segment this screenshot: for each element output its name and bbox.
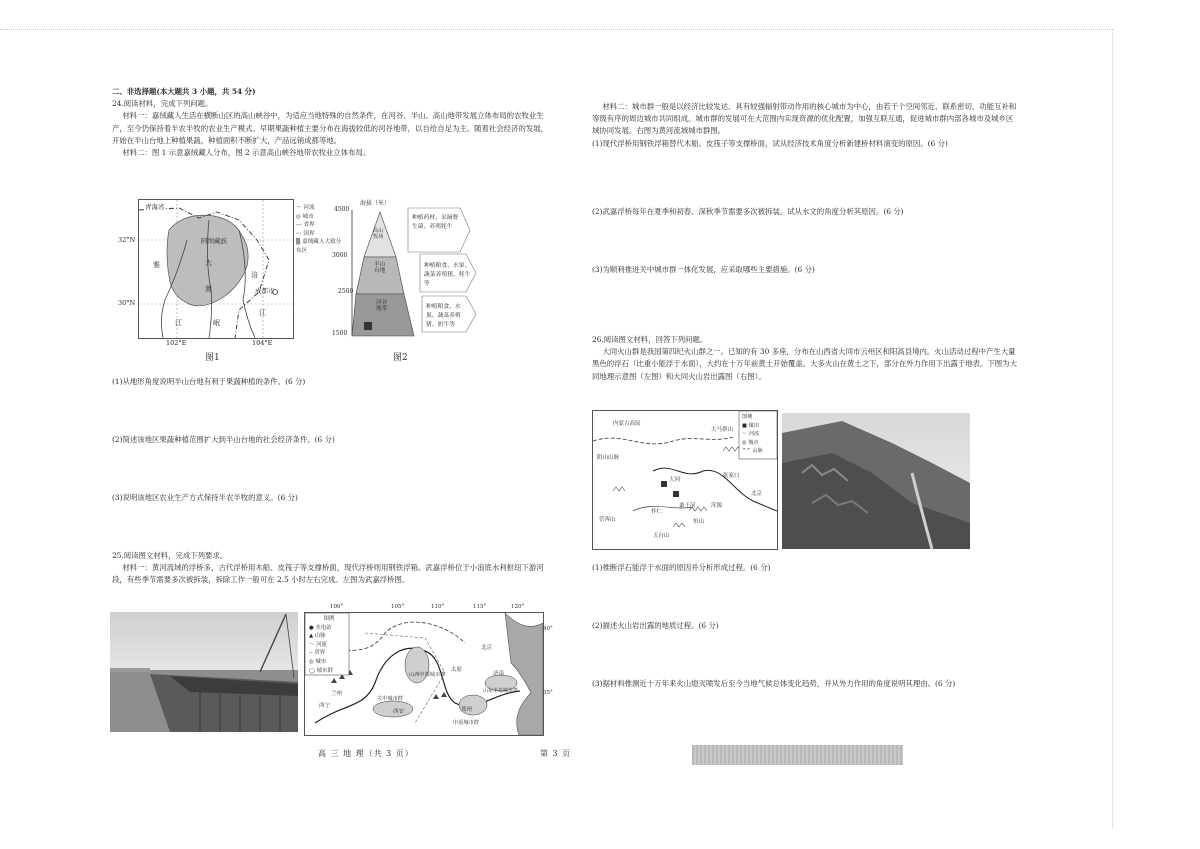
- footer-subject: 高 三 地 理（共 3 页）: [318, 749, 414, 758]
- dt-hunyuan: 浑源: [711, 503, 723, 509]
- zone-valley-name: 河谷地带: [376, 300, 388, 312]
- yr-xining: 西宁: [319, 703, 331, 709]
- figure1-caption: 图1: [205, 353, 220, 363]
- altitude-title: 海拔（米）: [360, 200, 391, 207]
- q26-material: 大同火山群是我国第四纪火山群之一。已知的有 30 多座，分布在山西省大同市云州区和阳高县境内。火山活动过程中产生大量黑色的浮石（比重小能浮于水面），大约在十万年前黄土开始覆盖。大多火山在黄土之下，部分在外力作用下出露于地表。下图为大同地理示意图（左图）和大同火山岩出露图（右图）。: [592, 347, 1017, 381]
- left-column: [112, 86, 554, 159]
- label-jiang: 江: [175, 319, 182, 327]
- yr-shandong-cluster: 山东半岛城市群: [483, 688, 519, 694]
- dt-yinshan: 阴山山脉: [597, 455, 620, 461]
- yr-lat35: 35°: [543, 690, 553, 696]
- label-ya: 雅: [153, 261, 160, 269]
- dt-huairen: 怀仁: [651, 509, 663, 515]
- datong-legend-city: ◎ 城市: [742, 439, 759, 446]
- yr-zhengzhou: 郑州: [461, 707, 473, 713]
- dt-hengshan: 恒山: [693, 519, 705, 525]
- scan-top-border: [0, 29, 1112, 30]
- q26-block: [592, 334, 1018, 383]
- figure2-caption: 图2: [393, 353, 408, 363]
- yr-lon115: 115°: [473, 604, 487, 610]
- label-lon102: 102°E: [166, 339, 187, 347]
- yr-xian: 西安: [393, 709, 405, 715]
- yr-lanzhou: 兰州: [331, 691, 343, 697]
- datong-legend-coal: ■ 煤田: [742, 422, 759, 429]
- dt-neimenggu: 内蒙古高原: [613, 421, 641, 427]
- legend-city: ◎ 城市: [296, 213, 314, 220]
- legend-distribution: ▒ 嘉绒藏人大致分布区: [296, 239, 342, 254]
- yr-legend-mountain: ▲ 山脉: [309, 633, 326, 640]
- datong-map: [592, 410, 778, 550]
- q24-sub3: (3)说明该地区农业生产方式保持半农半牧的意义。(6 分): [112, 493, 298, 502]
- zone-alpine-name: 高山牧场: [373, 228, 384, 240]
- section-title: 二、非选择题(本大题共 3 小题，共 54 分): [112, 87, 256, 96]
- q24-sub1: (1)从地形角度说明半山台地有利于果蔬种植的条件。(6 分): [112, 377, 306, 386]
- legend-river: 〜 河流: [296, 205, 315, 211]
- q25-sub2: (2)武嘉浮桥每年在夏季和初春、深秋季节需要多次被拆装。试从水文的角度分析其原因。(6 分): [592, 207, 904, 216]
- figure2-diagram: [330, 202, 480, 342]
- q26-sub3: (3)据材料推测近十万年来火山熄灭喷发后至今当地气候总体变化趋势，并从外力作用的角度说明其理由。(6 分): [592, 679, 956, 688]
- yr-lon100: 100°: [330, 604, 344, 610]
- q24-material1: 材料一：嘉绒藏人生活在横断山区的高山峡谷中，为适应当地特殊的自然条件，在河谷、半山、高山地带发展立体布局的农牧业生产，至今仍保持着半农半牧的农业生产模式。早期果蔬种植主要分布在海拔较低的河谷地带，以自给自足为主。随着社会经济的发展，开始在半山台地上种植果蔬，种植面积不断扩大，产品远销成都等地。: [112, 111, 549, 145]
- yr-legend-dam: ● 水电站: [309, 624, 332, 631]
- q25-sub1: (1)现代浮桥用钢铁浮箱替代木船、皮筏子等支撑桥面，试从经济技术角度分析新建桥材料演变的原因。(6 分): [592, 138, 948, 148]
- label-da: 大: [205, 259, 212, 267]
- label-qinghai: 青海省: [145, 203, 165, 211]
- dt-damaqunshan: 大马群山: [711, 427, 734, 433]
- yr-jinan: 济南: [493, 671, 505, 677]
- label-lat32: 32°N: [118, 236, 136, 244]
- yr-lon120: 120°: [511, 604, 525, 610]
- dt-datong: 大同: [669, 477, 681, 483]
- label-lon104: 104°E: [252, 339, 273, 347]
- legend-country-border: -·- 国界: [296, 230, 315, 237]
- label-du: 渡: [205, 285, 212, 293]
- dt-beijing: 北京: [751, 491, 763, 497]
- datong-legend-mountain: ^^ 山脉: [742, 448, 763, 454]
- yr-taiyuan: 太原: [451, 667, 463, 673]
- zone-valley-desc: 种植粮食、水果、蔬菜养殖猪、奶牛等: [426, 304, 461, 328]
- tick-4500: 4500: [334, 206, 350, 213]
- label-lat30: 30°N: [118, 299, 136, 307]
- yr-legend-city: ◎ 城市: [309, 658, 327, 665]
- yr-lat40: 40°: [543, 626, 553, 632]
- label-chengdu: 成都市: [255, 287, 275, 295]
- zone-midslope-desc: 种植粮食、水果、蔬菜养殖猪、牦牛等: [424, 263, 471, 287]
- dt-wutaishan: 五台山: [653, 533, 670, 539]
- zone-alpine-desc: 种植药材、采摘野生菌、养殖牦牛: [412, 215, 459, 230]
- tick-3000: 3000: [332, 252, 348, 259]
- yr-legend-border: -- 省界: [309, 650, 326, 657]
- volcanic-rock-photo: [782, 413, 970, 549]
- zone-midslope-name: 半山台地: [374, 262, 386, 274]
- footer-page: 第 3 页: [540, 749, 572, 758]
- yr-lon105: 105°: [391, 604, 405, 610]
- q24-sub2: (2)简述该地区果蔬种植范围扩大到半山台地的社会经济条件。(6 分): [112, 435, 335, 444]
- tick-1500: 1500: [332, 330, 348, 337]
- right-column: [592, 101, 1018, 150]
- yr-zhongyuan-cluster: 中原城市群: [453, 720, 479, 726]
- label-aba: 阿坝藏族: [201, 237, 227, 245]
- yellow-river-map: [304, 612, 544, 736]
- datong-legend-river: 〜 河流: [742, 431, 760, 437]
- label-jiang2: 江: [259, 309, 266, 317]
- yr-beijing: 北京: [481, 645, 493, 651]
- q25-material2: 材料二：城市群一般是以经济比较发达、具有较强辐射带动作用的核心城市为中心，由若干个空间邻近、联系密切、功能互补和等级有序的周边城市共同组成。城市群的发展可在大范围内实现资源的优化配置，加强互联互通，促进城市群内部各城市及城乡区域协同发展。右图为黄河流域城市群图。: [592, 102, 1017, 136]
- q26-header: 26.阅读图文材料，回答下列问题。: [592, 335, 708, 344]
- yr-legend-title: 图例: [323, 616, 335, 622]
- label-fu: 涪: [251, 271, 258, 279]
- yr-guanzhong-cluster: 关中城市群: [377, 696, 403, 702]
- datong-legend: [742, 413, 776, 456]
- dt-guancenshan: 管涔山: [599, 517, 616, 523]
- yr-shanxi-cluster: 山西中部城市群: [409, 672, 446, 678]
- yr-legend-cluster: ◯ 城市群: [309, 667, 333, 674]
- yr-lon110: 110°: [431, 604, 445, 610]
- q24-material2: 材料二：图 1 示意嘉绒藏人分布，图 2 示意高山峡谷地带农牧业立体布局。: [122, 148, 371, 158]
- figure1-map: [138, 199, 294, 339]
- q24-header: 24.阅读材料，完成下列问题。: [112, 99, 213, 109]
- tick-2500: 2500: [338, 288, 354, 295]
- q25-sub3: (3)为顺利推进关中城市群一体化发展，应采取哪些主要措施。(6 分): [592, 265, 815, 274]
- q25-header: 25.阅读图文材料，完成下列要求。: [112, 551, 228, 560]
- yr-map-legend: [309, 615, 349, 675]
- q26-sub1: (1)推断浮石能浮于水面的原因并分析形成过程。(6 分): [592, 563, 771, 572]
- yr-legend-river: 〜 河流: [309, 641, 327, 648]
- dt-sangganhe: 桑干河: [679, 503, 696, 509]
- bridge-photo: [110, 612, 298, 732]
- scan-right-border: [1112, 29, 1113, 829]
- q26-sub2: (2)描述火山岩出露的地质过程。(6 分): [592, 621, 719, 630]
- datong-legend-title: 图例: [742, 414, 753, 420]
- redacted-bar: [692, 745, 903, 765]
- legend-province-border: --- 省界: [296, 222, 315, 228]
- q25-material1: 材料一：黄河流域的浮桥多，古代浮桥用木船、皮筏子等支撑桥面，现代浮桥则用钢铁浮箱。武嘉浮桥位于小浪底水利枢纽下游河段，有些季节需要多次被拆装，拆除工作一般可在 2.5 小时左右完成。左图为武嘉浮桥图。: [112, 563, 544, 585]
- dt-zhangjiakou: 张家口: [723, 473, 740, 479]
- label-min: 岷: [213, 319, 220, 327]
- q25-block: [112, 550, 554, 587]
